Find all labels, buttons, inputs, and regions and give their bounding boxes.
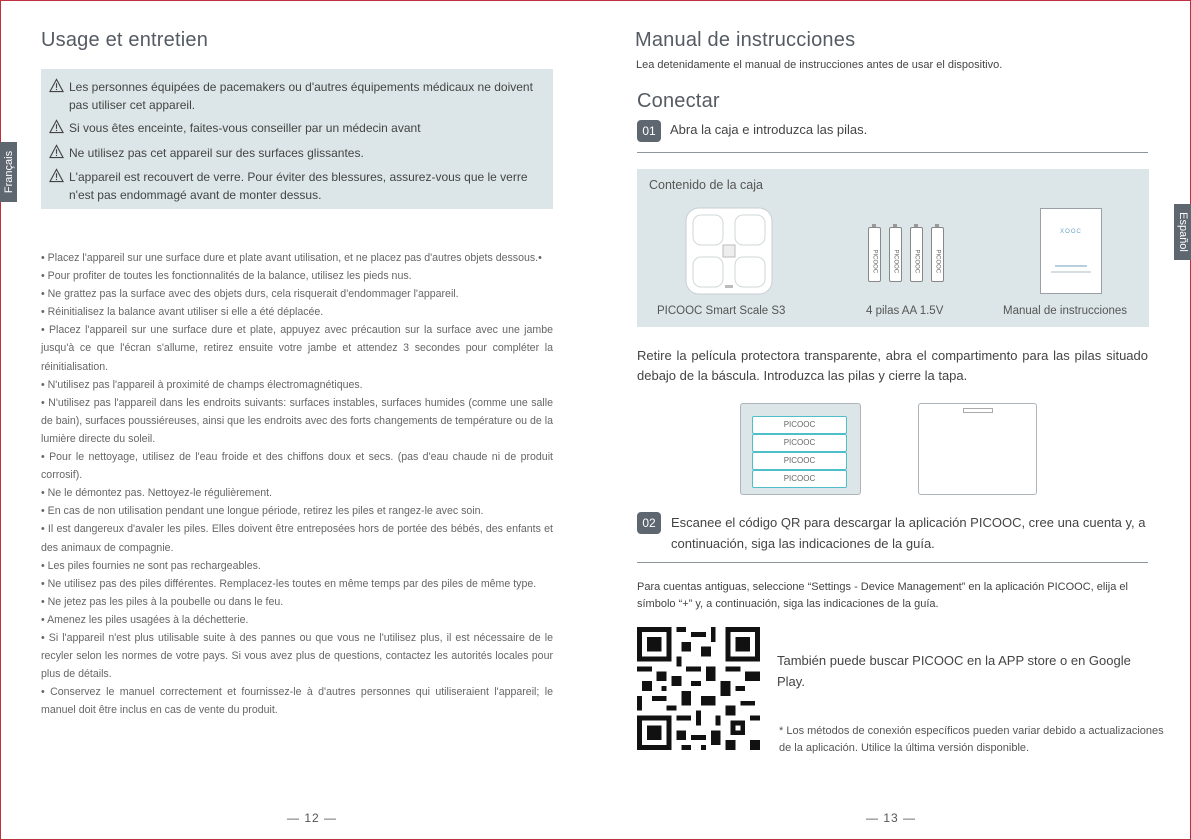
battery-slot: PICOOC [752,434,847,452]
page-number-left: — 12 — [287,811,338,825]
battery-compartment-open [740,403,861,495]
qr-code[interactable] [637,627,760,750]
step-number-badge: 01 [637,120,661,142]
rule-item: • Ne le démontez pas. Nettoyez-le régulièrement. [41,487,272,500]
page-number-right: — 13 — [866,811,917,825]
battery-slot: PICOOC [752,470,847,488]
right-subtitle: Lea detenidamente el manual de instrucciones antes de usar el dispositivo. [636,59,1003,71]
box-item-scale: PICOOC Smart Scale S3 [657,305,786,317]
rule-item: • Conservez le manuel correctement et fournissez-le à d'autres personnes qui utiliseraient l'appareil; le manuel doit être inclus en cas de vente du produit. [41,686,553,717]
battery-image [910,227,923,282]
box-contents-panel [637,169,1149,327]
box-item-batteries: 4 pilas AA 1.5V [866,305,944,317]
right-page-title: Manual de instrucciones [635,29,856,51]
warning-icon [49,119,64,134]
rule-item: • Si l'appareil n'est plus utilisable suite à des pannes ou que vous ne l'utilisez plus, il est nécessaire de le recyler selon les normes de votre pays. Si vous avez plus de questions, contactez les autorités locales pour plus de détails. [41,631,553,681]
warning-item [49,144,539,162]
battery-compartment-closed [918,403,1037,495]
battery-label: PICOOC [871,249,878,274]
manual-booklet-image [1040,208,1102,294]
battery-image [931,227,944,282]
store-search-text: También puede buscar PICOOC en la APP store o en Google Play. [777,653,1131,689]
side-tab-spanish [1174,204,1191,260]
warning-item [49,168,539,204]
side-tab-french [0,142,17,202]
manual-line [1055,265,1087,267]
box-title: Contenido de la caja [649,178,763,192]
side-tab-spanish-label: Español [1176,212,1189,252]
rule-item: • N'utilisez pas l'appareil à proximité de champs électromagnétiques. [41,378,363,391]
step2-text: Escanee el código QR para descargar la aplicación PICOOC, cree una cuenta y, a continuación, siga las indicaciones de la guía. [671,515,1146,551]
care-rules-list [41,249,553,719]
cover-latch [963,408,993,413]
rule-item: • Placez l'appareil sur une surface dure et plate, appuyez avec précaution sur la surface avec une jambe jusqu'à ce que l'écran s'allume, retirez ensuite votre jambe et attendez 3 secondes pour compléter la réinitialisation. [41,324,553,373]
warning-icon [49,144,64,159]
rule-item: • Ne grattez pas la surface avec des objets durs, cela risquerait d'endommager l'appareil. [41,288,459,301]
warning-text: Les personnes équipées de pacemakers ou d'autres équipements médicaux ne doivent pas utiliser cet appareil. [69,80,533,112]
rule-item: • En cas de non utilisation pendant une longue période, retirez les piles et rangez-le avec soin. [41,505,484,518]
battery-instructions: Retire la película protectora transparente, abra el compartimento para las pilas situado debajo de la báscula. Introduzca las pilas y cierre la tapa. [637,348,1148,383]
manual-line [1051,271,1091,273]
rule-item: • Réinitialisez la balance avant utiliser si elle a été déplacée. [41,306,324,319]
divider [637,562,1148,563]
manual-logo: XOOC [1060,229,1082,235]
section-title: Conectar [637,90,720,112]
left-page-title: Usage et entretien [41,29,209,51]
battery-label: PICOOC [892,249,899,274]
battery-slot: PICOOC [752,452,847,470]
battery-slot: PICOOC [752,416,847,434]
battery-image [889,227,902,282]
rule-item: • Les piles fournies ne sont pas rechargeables. [41,559,261,572]
warning-item [49,78,539,114]
smart-scale-image [685,207,773,295]
step-number-badge: 02 [637,512,661,534]
battery-label: PICOOC [934,249,941,274]
warning-text: Si vous êtes enceinte, faites-vous conseiller par un médecin avant [69,121,421,135]
divider [637,152,1148,153]
rule-item: • Placez l'appareil sur une surface dure et plate avant utilisation, et ne placez pas d'autres objets dessous.• [41,252,542,264]
warning-icon [49,78,64,93]
battery-label: PICOOC [913,249,920,274]
side-tab-french-label: Français [2,150,15,194]
rule-item: • Amenez les piles usagées à la déchetterie. [41,613,249,626]
rule-item: • Ne utilisez pas des piles différentes. Remplacez-les toutes en même temps par des piles de même type. [41,577,537,590]
warning-box [41,69,553,209]
battery-image [868,227,881,282]
warning-item [49,119,539,137]
warning-icon [49,168,64,183]
rule-item: • Pour le nettoyage, utilisez de l'eau froide et des chiffons doux et secs. (pas d'eau chaude ni de produit corrosif). [41,451,553,482]
step1-text: Abra la caja e introduzca las pilas. [670,122,868,137]
warning-text: Ne utilisez pas cet appareil sur des surfaces glissantes. [69,146,364,160]
warning-text: L'appareil est recouvert de verre. Pour éviter des blessures, assurez-vous que le verre n'est pas endommagé avant de monter dessus. [69,170,528,202]
old-accounts-note: Para cuentas antiguas, seleccione “Settings - Device Management” en la aplicación PICOOC, elija el símbolo “+” y, a continuación, siga las indicaciones de la guía. [637,581,1128,610]
rule-item: • Il est dangereux d'avaler les piles. Elles doivent être entreposées hors de portée des bébés, des enfants et des animaux de compagnie. [41,523,553,554]
rule-item: • Ne jetez pas les piles à la poubelle ou dans le feu. [41,595,284,608]
app-version-note: * Los métodos de conexión específicos pueden variar debido a actualizaciones de la aplicación. Utilice la última versión disponible. [779,725,1164,754]
rule-item: • N'utilisez pas l'appareil dans les endroits suivants: surfaces instables, surfaces humides (comme une salle de bain), surfaces poussiéreuses, ainsi que les endroits avec des forts changements de température ou de la lumière directe du soleil. [41,396,553,445]
rule-item: • Pour profiter de toutes les fonctionnalités de la balance, utilisez les pieds nus. [41,270,412,283]
box-item-manual: Manual de instrucciones [1003,305,1128,317]
